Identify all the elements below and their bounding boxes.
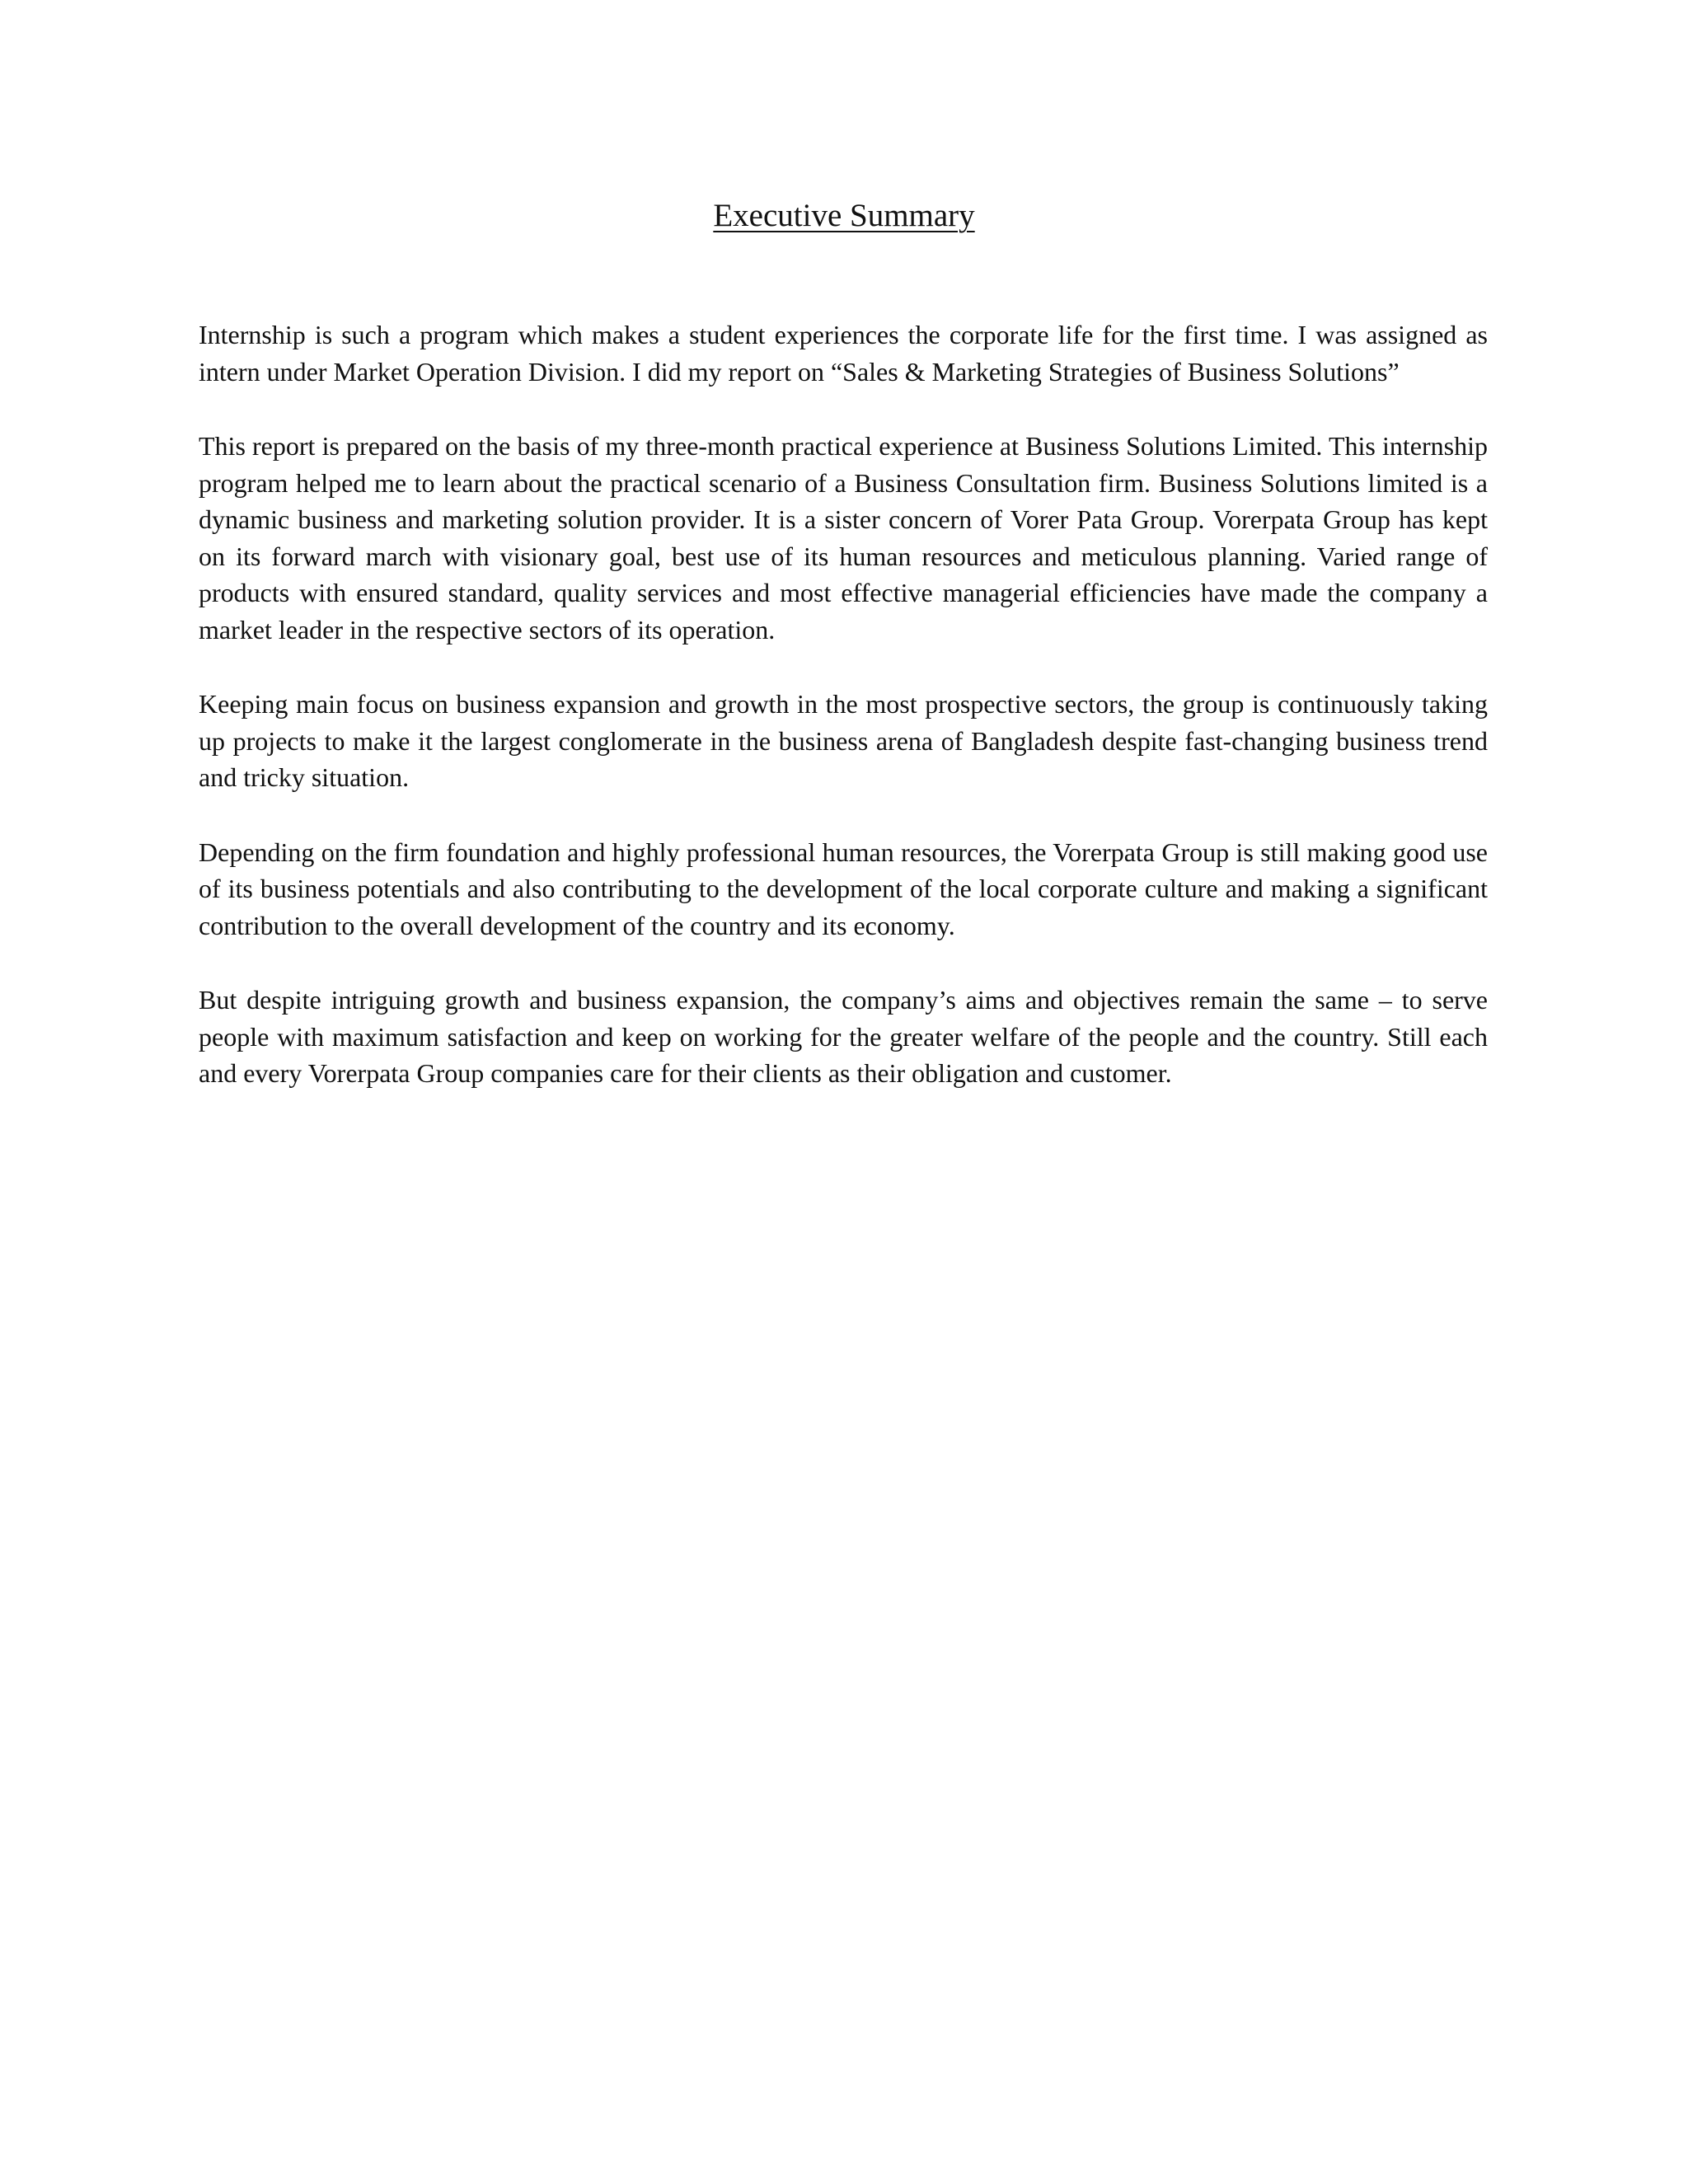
paragraph-aims-objectives: But despite intriguing growth and business expansion, the company’s aims and objectives remain the same – to serve people with maximum satisfaction and keep on working for the greater welfare of the people and the country. Still each and every Vorerpata Group companies care for their clients as their obligation and customer.: [199, 985, 1488, 1088]
paragraph-report-basis: This report is prepared on the basis of my three-month practical experience at Business Solutions Limited. This internship program helped me to learn about the practical scenario of a Business Consultation firm. Business Solutions limited is a dynamic business and marketing solution provider. It is a sister concern of Vorer Pata Group. Vorerpata Group has kept on its forward march with visionary goal, best use of its human resources and meticulous planning. Varied range of products with ensured standard, quality services and most effective managerial efficiencies have made the company a market leader in the respective sectors of its operation.: [199, 431, 1488, 644]
paragraph-business-expansion: Keeping main focus on business expansion and growth in the most prospective sectors, the group is continuously taking up projects to make it the largest conglomerate in the business arena of Bangladesh despite fast-changing business trend and tricky situation.: [199, 689, 1488, 792]
summary-body: [199, 316, 1488, 1130]
page-title: [0, 194, 1688, 237]
paragraph-internship-intro: Internship is such a program which makes a student experiences the corporate life for the first time. I was assigned as intern under Market Operation Division. I did my report on “Sales & Marketing Strategies of Business Solutions”: [199, 320, 1488, 387]
paragraph-firm-foundation: Depending on the firm foundation and highly professional human resources, the Vorerpata Group is still making good use of its business potentials and also contributing to the development of the local corporate culture and making a significant contribution to the overall development of the country and its economy.: [199, 837, 1488, 940]
page-title-text: Executive Summary: [713, 198, 975, 233]
